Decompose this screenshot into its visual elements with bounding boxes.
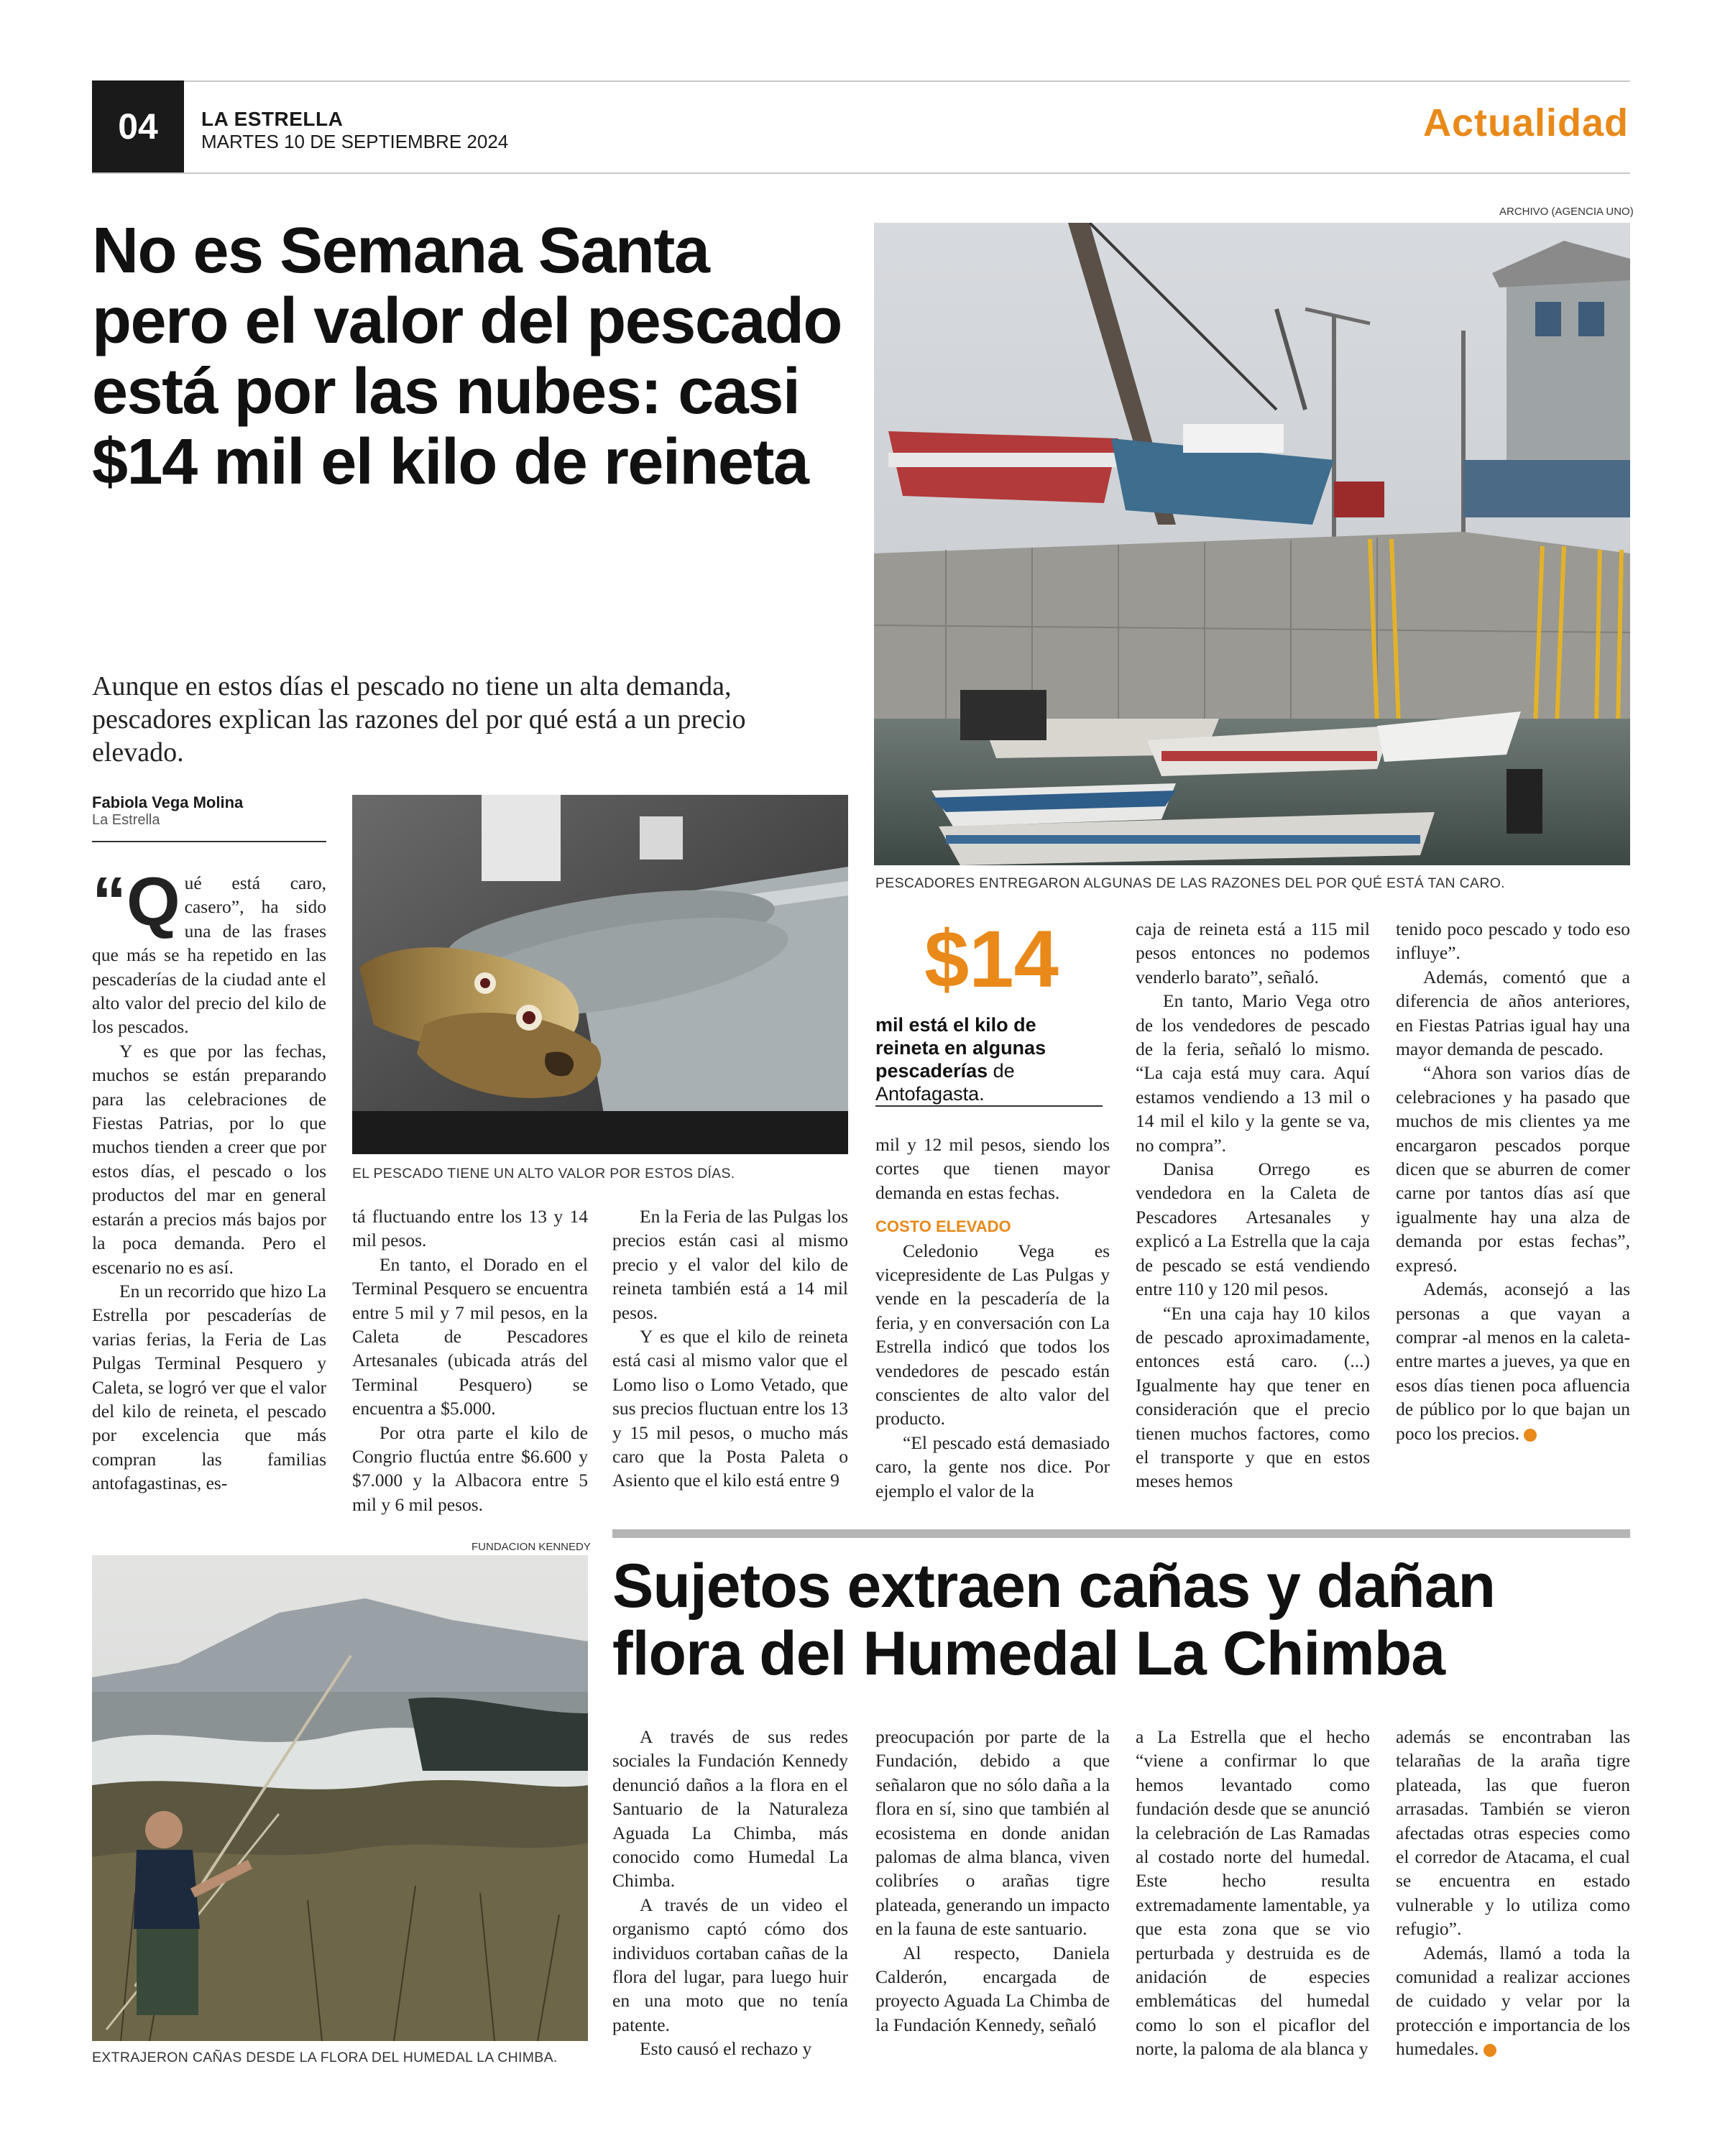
story1-col5-p3: Danisa Orrego es vendedora en la Caleta de Pescadores Artesanales y explicó a La Estrella que la caja de pescado se está vendiendo entre 110 y 120 mil pesos. <box>1136 1158 1370 1300</box>
story1-col1-p2: Y es que por las fechas, muchos se están preparando para las celebraciones de Fiestas Patrias, por lo que muchos tienden a creer que por estos días, el pescado o los productos del mar en general estarán a precios más bajos por la poca demanda. Pero el escenario no es así. <box>92 1040 326 1278</box>
story1-col2-p3: Por otra parte el kilo de Congrio fluctúa entre $6.600 y $7.000 y la Albacora entre 5 mil y 6 mil pesos. <box>352 1422 588 1515</box>
story1-col4-p1: mil y 12 mil pesos, siendo los cortes que tienen mayor demanda en estas fechas. <box>875 1134 1110 1203</box>
humedal-photo-caption: EXTRAJERON CAÑAS DESDE LA FLORA DEL HUMEDAL LA CHIMBA. <box>92 2050 558 2065</box>
story2-column-2 <box>875 1725 1110 2037</box>
story1-column-2 <box>352 1204 588 1516</box>
story2-column-1 <box>612 1725 848 2061</box>
end-of-article-icon: ● <box>1524 1429 1537 1442</box>
story1-deck: Aunque en estos días el pescado no tiene un alta demanda, pescadores explican las razones del por qué está a un precio elevado. <box>92 671 746 768</box>
story1-col6-p1: tenido poco pescado y todo eso influye”. <box>1396 918 1630 964</box>
newspaper-name: LA ESTRELLA <box>201 108 344 130</box>
story1-col5-p1: caja de reineta está a 115 mil pesos entonces no podemos venderlo barato”, señaló. <box>1136 918 1370 987</box>
end-of-article-icon-2: ● <box>1484 2044 1496 2057</box>
story2-col2-p2: Al respecto, Daniela Calderón, encargada de proyecto Aguada La Chimba de la Fundación Kennedy, señaló <box>875 1942 1110 2035</box>
byline-rule <box>92 841 326 842</box>
story2-col4-p1: además se encontraban las telarañas de la araña tigre plateada, las que fueron arrasadas. También se vieron afectadas otras especies como el corredor de Atacama, el cual se encuentra en estado vulnerable y lo utiliza como refugio”. <box>1396 1726 1630 1940</box>
story1-col6-p2: Además, comentó que a diferencia de años anteriores, en Fiestas Patrias igual hay una mayor demanda de pescado. <box>1396 966 1630 1060</box>
subhead-costo-elevado: COSTO ELEVADO <box>875 1217 1011 1236</box>
main-photo-caption: PESCADORES ENTREGARON ALGUNAS DE LAS RAZONES DEL POR QUÉ ESTÁ TAN CARO. <box>875 875 1505 891</box>
fish-photo-image <box>352 795 848 1154</box>
story-divider <box>612 1529 1630 1538</box>
section-title: Actualidad <box>1422 101 1629 144</box>
story2-col1-p2: A través de un video el organismo captó cómo dos individuos cortaban cañas de la flora del lugar, para luego huir en una moto que no tenía patente. <box>612 1894 848 2035</box>
story1-col2-p1: tá fluctuando entre los 13 y 14 mil pesos. <box>352 1206 588 1251</box>
story1-column-6 <box>1396 917 1630 1445</box>
price-callout-rest: de Antofagasta. <box>875 1060 1015 1105</box>
price-callout-bold: mil está el kilo de reineta en algunas pescaderías <box>875 1014 1046 1082</box>
harbor-photo <box>874 223 1630 865</box>
story1-column-3 <box>612 1204 848 1493</box>
story2-col2-p1: preocupación por parte de la Fundación, debido a que señalaron que no sólo daña a la flora en sí, sino que también al ecosistema en donde anidan palomas de alma blanca, viven colibríes o arañas tigre plateada, generando un impacto en la fauna de este santuario. <box>875 1726 1110 1940</box>
issue-date: MARTES 10 DE SEPTIEMBRE 2024 <box>201 131 509 152</box>
story2-column-3 <box>1136 1725 1370 2061</box>
humedal-photo <box>92 1555 588 2041</box>
story1-col3-p1: En la Feria de las Pulgas los precios están casi al mismo precio y el valor del kilo de reineta también está a 14 mil pesos. <box>612 1206 848 1323</box>
story1-author-outlet: La Estrella <box>92 812 160 828</box>
price-big-number: $14 <box>924 914 1059 1004</box>
story1-col2-p2: En tanto, el Dorado en el Terminal Pesquero se encuentra entre 5 mil y 7 mil pesos, en la Caleta de Pescadores Artesanales (ubicada atrás del Terminal Pesquero) se encuentra a $5.000. <box>352 1253 588 1419</box>
story1-col5-p2: En tanto, Mario Vega otro de los vendedores de pescado de la feria, señaló lo mismo. “La caja está muy cara. Aquí estamos vendiendo a 13 mil o 14 mil el kilo y la gente se va, no compra”. <box>1136 990 1370 1156</box>
price-callout-text <box>875 1013 1103 1105</box>
story1-column-5 <box>1136 917 1370 1493</box>
humedal-photo-credit: FUNDACION KENNEDY <box>472 1541 591 1553</box>
story1-col6-p3: “Ahora son varios días de celebraciones y ha pasado que muchos de mis clientes ya me encargaron pescados porque dicen que se aburren de comer carne por tantos días así que igualmente hay una alza de demanda por estas fechas”, expresó. <box>1396 1062 1630 1276</box>
fish-photo <box>352 795 848 1154</box>
drop-cap: “Q <box>92 863 180 940</box>
story1-col6-p4: Además, aconsejó a las personas a que vayan a comprar -al menos en la caleta- entre martes a jueves, ya que en esos días tienen poca afluencia de público por lo que bajan un poco los precios. <box>1396 1279 1630 1444</box>
callout-rule <box>875 1105 1103 1107</box>
header-top-rule <box>92 80 1630 82</box>
story1-column-4 <box>875 1133 1110 1503</box>
story1-col4-p3: “El pescado está demasiado caro, la gente nos dice. Por ejemplo el valor de la <box>875 1432 1110 1501</box>
story1-col5-p4: “En una caja hay 10 kilos de pescado aproximadamente, entonces está caro. (...) Igualmente hay que tener en consideración que el precio tienen muchos factores, como el transporte y que en estos meses hemos <box>1136 1302 1370 1492</box>
story2-col1-p3: Esto causó el rechazo y <box>640 2038 812 2060</box>
header-bottom-rule <box>92 172 1630 174</box>
story1-col3-p2: Y es que el kilo de reineta está casi al mismo valor que el Lomo liso o Lomo Vetado, que sus precios fluctuan entre los 13 y 15 mil pesos, o mucho más caro que la Posta Paleta o Asiento que el kilo está entre 9 <box>612 1326 848 1491</box>
main-photo-credit: ARCHIVO (AGENCIA UNO) <box>1499 206 1634 218</box>
story2-col1-p1: A través de sus redes sociales la Fundación Kennedy denunció daños a la flora en el Santuario de la Naturaleza Aguada La Chimba, más conocido como Humedal La Chimba. <box>612 1726 848 1892</box>
story2-column-4 <box>1396 1725 1630 2061</box>
page-number: 04 <box>92 80 184 172</box>
story1-col1-first: ué está caro, casero”, ha sido una de las frases que más se ha repetido en las pescaderías de la ciudad ante el alto valor del precio del kilo de los pescados. <box>92 872 326 1038</box>
story1-headline: No es Semana Santa pero el valor del pescado está por las nubes: casi $14 mil el kilo de reineta <box>92 215 842 498</box>
story2-col4-p2: Además, llamó a toda la comunidad a realizar acciones de cuidado y velar por la protección e importancia de los humedales. <box>1396 1942 1630 2060</box>
story1-column-1 <box>92 863 326 1496</box>
humedal-photo-image <box>92 1555 588 2041</box>
story1-col1-p3: En un recorrido que hizo La Estrella por pescaderías de varias ferias, la Feria de Las Pulgas Terminal Pesquero y Caleta, se logró ver que el valor del kilo de reineta, el pescado por excelencia que más compran las familias antofagastinas, es- <box>92 1280 326 1494</box>
story1-author: Fabiola Vega Molina <box>92 793 244 811</box>
story2-col3-p1: a La Estrella que el hecho “viene a confirmar lo que hemos levantado como fundación desde que se anunció la celebración de Las Ramadas al costado norte del humedal. Este hecho resulta extremadamente lamentable, ya que esta zona que se vio perturbada y destruida es de anidación de especies emblemáticas del humedal como lo son el picaflor del norte, la paloma de ala blanca y <box>1136 1726 1370 2060</box>
story1-col4-p2: Celedonio Vega es vicepresidente de Las Pulgas y vende en la pescadería de la feria, y en conversación con La Estrella indicó que todos los vendedores de pescado están conscientes de alto valor del producto. <box>875 1240 1110 1429</box>
fish-photo-caption: EL PESCADO TIENE UN ALTO VALOR POR ESTOS DÍAS. <box>352 1166 735 1181</box>
story2-headline: Sujetos extraen cañas y dañan flora del Humedal La Chimba <box>612 1552 1496 1688</box>
harbor-photo-image <box>874 223 1630 865</box>
